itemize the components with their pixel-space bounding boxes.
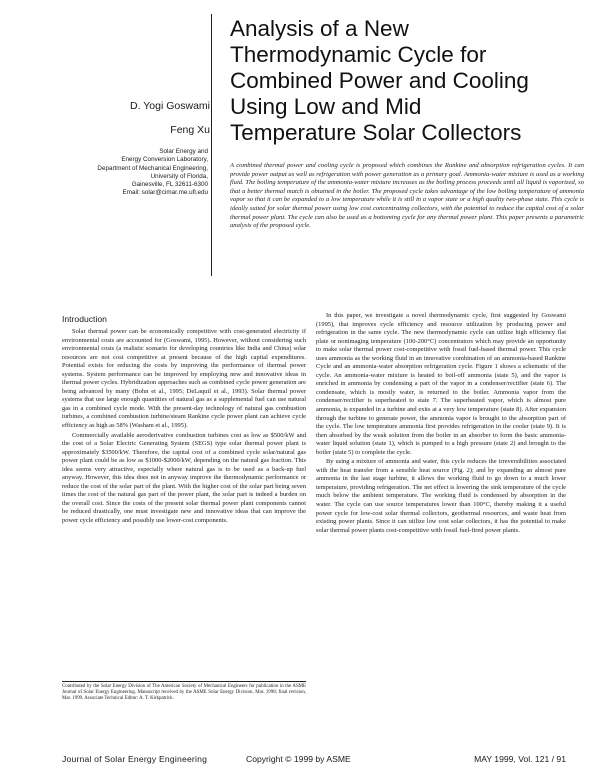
paragraph: In this paper, we investigate a novel thermodynamic cycle, first suggested by Goswami (1995), that improves cycle efficiency and resource utilization by producing power and refrigeration in the same cycle. The new thermodynamic cycle can utilize high efficiency flat plate or nonimaging temperature (100-200°C) concentrators which may provide an opportunity to make solar thermal power cost-competitive with fossil fuel-based thermal power. This cycle uses ammonia as the working fluid in an innovative combination of an ammonia-based Rankine Cycle and an ammonia-water absorption refrigeration cycle. Figure 1 shows a schematic of the cycle. An ammonia-water mixture is heated to boil-off ammonia (state 5), and the vapor is enriched in ammonia by condensing a part of the vapor in a condenser/rectifier (state 6). The condensate, which is mostly water, is returned to the boiler. Ammonia vapor from the condenser/rectifier is superheated to state 7. The superheated vapor, which is almost pure ammonia, is expanded in a turbine and exits at a very low temperature (state 8). After expansion through the turbine to generate power, the ammonia vapor is brought to the absorption part of the cycle. The low temperature ammonia first provides refrigeration in the cooler (state 9). It is then absorbed by the weak solution from the boiler in an absorber to form the basic ammonia-water liquid solution (state 1), which is pumped to a high pressure (state 2) and brought to the boiler (state 5) to complete the cycle. <box>316 312 566 456</box>
footer-journal-name: Journal of Solar Energy Engineering <box>62 754 208 764</box>
abstract: A combined thermal power and cooling cycle is proposed which combines the Rankine and absorption refrigeration cycles. It can provide power output as well as refrigeration with power generation as a primary goal. Ammonia-water mixture is used as a working fluid. The boiling temperature of the ammonia-water mixture increases as the boiling process proceeds until all liquid is vaporized, so that a better thermal match is obtained in the boiler. The proposed cycle takes advantage of the low boiling temperature of ammonia vapor so that it can be expanded to a low temperature while it is still in a vapor state or a high quality two-phase state. This cycle is ideally suited for solar thermal power using low cost concentrating collectors, with the potential to reduce the capital cost of a solar thermal power plant. The cycle can also be used as a bottoming cycle for any thermal power plant. This paper presents a parametric analysis of the proposed cycle. <box>230 162 584 230</box>
author-affiliation <box>56 148 208 198</box>
footer-copyright: Copyright © 1999 by ASME <box>246 754 351 764</box>
author-name: D. Yogi Goswami <box>130 100 210 112</box>
footnote-rule <box>62 681 306 682</box>
affiliation-line: Department of Mechanical Engineering, <box>97 164 208 172</box>
paragraph: Commercially available aeroderivative combustion turbines cost as low as $500/kW and the cost of a Solar Electric Generating System (SEGS) type solar thermal power plant is approximately $3500/kW. Therefore, the capital cost of a combined cycle solar/natural gas power plant could be as low as $1000-$2000/kW, depending on the natural gas fraction. This idea seems very attractive, especially where natural gas is to be used as a back-up fuel anyway. However, this idea does not in anyway improve the thermodynamic performance or reduce the cost of the solar part of the plant. With the higher cost of the solar part being seven times the cost of the natural gas part of the power plant, the solar part is indeed a burden on the overall cost. Since the costs of the present solar thermal power plant components cannot be reduced drastically, one must investigate new and innovative ideas that can improve the power cycle efficiency and possibly use lower-cost components. <box>62 431 306 525</box>
paper-title <box>230 16 580 146</box>
affiliation-line: Solar Energy and <box>159 148 208 155</box>
title-line: Temperature Solar Collectors <box>230 120 522 145</box>
footnote: Contributed by the Solar Energy Division of The American Society of Mechanical Engineers for publication in the ASME Journal of Solar Energy Engineering. Manuscript received by the ASME Solar Energy Division, Mar. 1998; final revision, Mar. 1999. Associate Technical Editor: A. T. Kirkpatrick. <box>62 684 306 702</box>
author-name: Feng Xu <box>170 124 210 136</box>
title-line: Combined Power and Cooling <box>230 68 529 93</box>
body-column-left <box>62 328 306 526</box>
affiliation-line: Gainesville, FL 32611-6300 <box>131 181 208 189</box>
section-heading: Introduction <box>62 314 107 324</box>
affiliation-line: Energy Conversion Laboratory, <box>121 156 208 164</box>
paragraph: Solar thermal power can be economically competitive with cost-generated electricity if environmental costs are accounted for (Goswami, 1995). However, without considering such environmental costs (a realistic scenario for developing countries like India and China) solar resources are not cost competitive at present because of the high capital expenditures. Potential exists for reducing the costs by improving the performance of thermal power systems. System performance can be improved by employing new and innovative ideas in thermal power cycles. Hybridization approaches such as combined cycle power generation are being advanced by many (Bohn et al., 1995; DeLaquil et al., 1993). Solar thermal power systems that use large enough quantities of natural gas as a supplemental fuel can use natural gas in a combined cycle mode. With the present-day technology of natural gas combustion turbines, a combined combustion turbine/steam Rankine cycle power plant can achieve cycle efficiency as high as 58% (Washam et al., 1995). <box>62 328 306 430</box>
footer-issue-page: MAY 1999, Vol. 121 / 91 <box>474 754 566 764</box>
title-line: Analysis of a New <box>230 16 409 41</box>
title-line: Using Low and Mid <box>230 94 422 119</box>
body-column-right <box>316 312 566 535</box>
title-divider-rule <box>211 14 212 276</box>
affiliation-line: Email: solar@cimar.me.ufl.edu <box>122 189 208 197</box>
affiliation-line: University of Florida, <box>150 172 208 180</box>
title-line: Thermodynamic Cycle for <box>230 42 487 67</box>
paragraph: By using a mixture of ammonia and water, this cycle reduces the irreversibilities associated with the heat transfer from a sensible heat source (Fig. 2); and by expanding an almost pure ammonia in the last stage turbine, it allows the working fluid to go down to a much lower temperature, providing refrigeration. The net effect is lowering the sink temperature of the cycle much below the ambient temperature. The working fluid is condensed by absorption in the water. The cycle can use source temperatures lower than 100°C, thereby making it a useful power cycle for low-cost solar thermal collectors, geothermal resources, and waste heat from existing power plants. Since it can utilize low cost solar collectors, it has the potential to make solar thermal power plants cost-competitive with fossil fuel-fired power plants. <box>316 458 566 534</box>
